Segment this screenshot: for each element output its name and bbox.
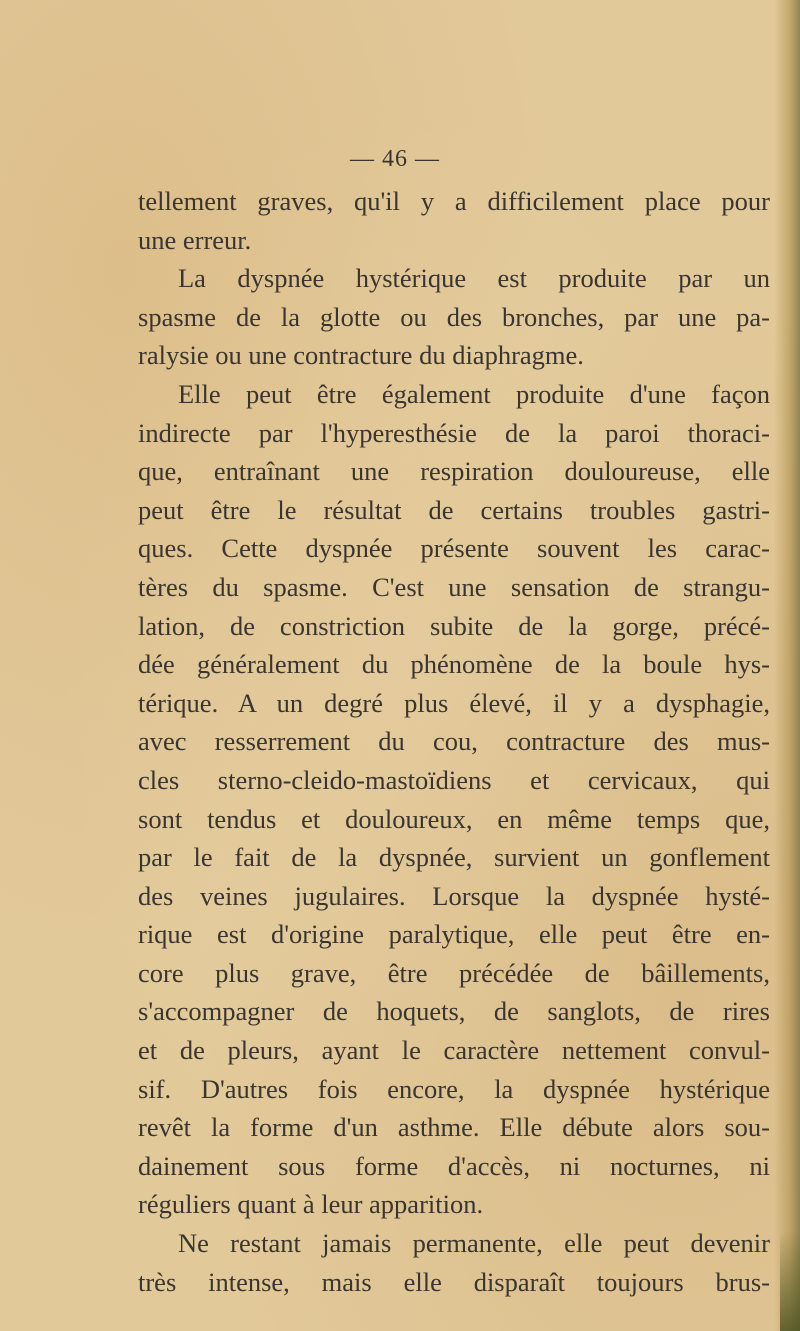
text-line: lation, de constriction subite de la gorge, précé-: [138, 610, 770, 641]
text-line: une erreur.: [138, 224, 252, 255]
text-line: peut être le résultat de certains troubles gastri-: [138, 494, 770, 525]
text-line: core plus grave, être précédée de bâillements,: [138, 957, 770, 988]
text-line: que, entraînant une respiration douloureuse, elle: [138, 456, 770, 487]
text-line: indirecte par l'hyperesthésie de la paroi thoraci-: [138, 417, 770, 448]
text-line: sif. D'autres fois encore, la dyspnée hystérique: [138, 1073, 770, 1104]
text-line: des veines jugulaires. Lorsque la dyspnée hysté-: [138, 880, 770, 911]
text-line: dée généralement du phénomène de la boule hys-: [138, 649, 770, 680]
text-line: avec resserrement du cou, contracture des mus-: [138, 726, 770, 757]
text-line: revêt la forme d'un asthme. Elle débute alors sou-: [138, 1112, 770, 1143]
text-line: dainement sous forme d'accès, ni nocturnes, ni: [138, 1150, 770, 1181]
text-line: sont tendus et douloureux, en même temps que,: [138, 803, 770, 834]
text-line: rique est d'origine paralytique, elle peut être en-: [138, 919, 770, 950]
text-line: et de pleurs, ayant le caractère nettement convul-: [138, 1035, 770, 1066]
text-line: réguliers quant à leur apparition.: [138, 1189, 484, 1220]
text-line: La dyspnée hystérique est produite par un: [178, 263, 770, 294]
text-line: ques. Cette dyspnée présente souvent les carac-: [138, 533, 770, 564]
text-line: s'accompagner de hoquets, de sanglots, de rires: [138, 996, 770, 1027]
text-line: spasme de la glotte ou des bronches, par une pa-: [138, 301, 770, 332]
text-line: par le fait de la dyspnée, survient un gonflement: [138, 842, 770, 873]
text-line: ralysie ou une contracture du diaphragme.: [138, 340, 584, 371]
text-line: Ne restant jamais permanente, elle peut devenir: [178, 1228, 770, 1259]
page-number: — 46 —: [350, 146, 440, 172]
text-line: cles sterno-cleido-mastoïdiens et cervicaux, qui: [138, 764, 770, 795]
text-line: térique. A un degré plus élevé, il y a dysphagie,: [138, 687, 770, 718]
text-line: tères du spasme. C'est une sensation de strangu-: [138, 571, 770, 602]
text-line: tellement graves, qu'il y a difficilement place pour: [138, 186, 770, 216]
text-line: Elle peut être également produite d'une façon: [178, 378, 770, 409]
text-line: très intense, mais elle disparaît toujours brus-: [138, 1266, 770, 1297]
page-edge-stain: [780, 1230, 800, 1331]
body-text: [138, 182, 770, 1301]
page-edge-shadow: [774, 0, 800, 1331]
